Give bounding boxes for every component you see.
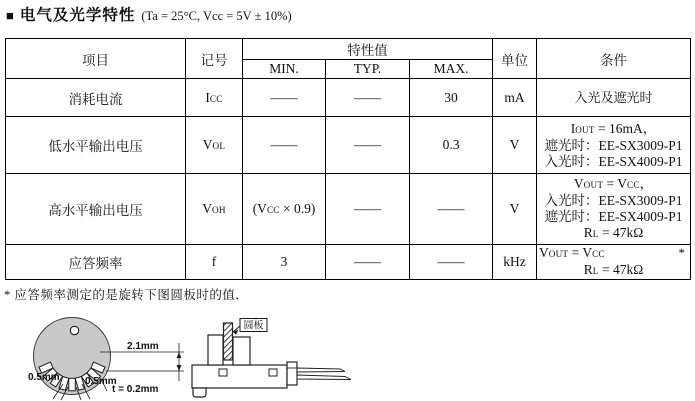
col-header-item: 项目 xyxy=(6,39,186,79)
cell-typ: —— xyxy=(326,79,410,117)
subscript: CC xyxy=(627,180,640,190)
cell-max: —— xyxy=(410,245,493,280)
subscript: OUT xyxy=(583,180,604,190)
col-header-min: MIN. xyxy=(243,60,326,79)
dimension-label-height: 2.1mm xyxy=(127,341,159,352)
encoder-disc-diagram xyxy=(28,318,184,401)
footnote: * 应答频率测定的是旋转下图圆板时的值． xyxy=(4,288,249,302)
cell-unit: kHz xyxy=(493,245,537,280)
subscript: CC xyxy=(266,205,280,215)
cell-typ: —— xyxy=(326,174,410,245)
cell-condition: IOUT = 16mA， 遮光时：EE-SX3009-P1 入光时：EE-SX4009-P1 xyxy=(537,117,691,174)
cell-max: 0.3 xyxy=(410,117,493,174)
subscript: OL xyxy=(212,141,226,151)
disc-callout xyxy=(233,319,267,335)
sensor-terminal-mark xyxy=(269,369,277,376)
cell-min: —— xyxy=(243,79,326,117)
cell-unit: mA xyxy=(493,79,537,117)
page-title xyxy=(6,3,292,25)
subscript: OUT xyxy=(548,249,569,259)
table-row xyxy=(6,245,691,280)
subscript: OUT xyxy=(575,124,595,135)
sensor-wire xyxy=(297,368,345,372)
photomicrosensor-diagram xyxy=(192,323,351,397)
col-header-unit: 单位 xyxy=(493,39,537,79)
col-header-symbol: 记号 xyxy=(186,39,243,79)
cell-condition: VOUT = VCC * RL = 47kΩ xyxy=(537,245,691,280)
measurement-diagram xyxy=(12,306,368,401)
disc-callout-label: 圆板 xyxy=(243,320,264,332)
cell-symbol: VOL xyxy=(186,117,243,174)
col-header-condition: 条件 xyxy=(537,39,691,79)
subscript: CC xyxy=(592,249,605,259)
cell-condition: VOUT = VCC， 入光时：EE-SX3009-P1 遮光时：EE-SX4009-P1 RL = 47kΩ xyxy=(537,174,691,245)
sensor-connector xyxy=(287,362,297,385)
sensor-wire xyxy=(297,375,351,380)
cell-item: 高水平输出电压 xyxy=(6,174,186,245)
cell-symbol: ICC xyxy=(186,79,243,117)
disc-center-hole xyxy=(70,326,78,334)
cell-min: 3 xyxy=(243,245,326,280)
subscript: L xyxy=(592,229,599,239)
col-header-typ: TYP. xyxy=(326,60,410,79)
cell-unit: V xyxy=(493,117,537,174)
characteristics-table xyxy=(5,38,691,280)
cell-item: 应答频率 xyxy=(6,245,186,280)
cell-item: 消耗电流 xyxy=(6,79,186,117)
subscript: OH xyxy=(212,205,226,215)
cell-symbol: f xyxy=(186,245,243,280)
title-test-conditions: (Ta = 25°C, Vcc = 5V ± 10%) xyxy=(141,9,292,23)
footnote-reference-mark: * xyxy=(678,245,686,260)
dimension-arrow-down-icon xyxy=(177,365,182,371)
cell-condition: 入光及遮光时 xyxy=(537,79,691,117)
col-header-max: MAX. xyxy=(410,60,493,79)
cell-symbol: VOH xyxy=(186,174,243,245)
rotating-disc-strip xyxy=(224,323,233,360)
disc-slot xyxy=(69,378,76,391)
subscript: CC xyxy=(209,93,223,104)
sensor-mounting-foot xyxy=(193,388,206,397)
cell-min: —— xyxy=(243,117,326,174)
dimension-label-slot-left: 0.5mm xyxy=(28,372,60,383)
table-row xyxy=(6,79,691,117)
table-row xyxy=(6,117,691,174)
title-text: 电气及光学特性 xyxy=(19,7,136,24)
sensor-emitter-tower xyxy=(208,335,223,365)
cell-typ: —— xyxy=(326,245,410,280)
dimension-label-slot-center: 0.5mm xyxy=(85,376,117,387)
cell-unit: V xyxy=(493,174,537,245)
cell-typ: —— xyxy=(326,117,410,174)
cell-min: (VCC × 0.9) xyxy=(243,174,326,245)
col-header-value-group: 特性值 xyxy=(243,39,493,60)
dimension-label-thickness: t = 0.2mm xyxy=(112,384,159,395)
sensor-terminal-mark xyxy=(219,369,227,376)
cell-max: —— xyxy=(410,174,493,245)
cell-max: 30 xyxy=(410,79,493,117)
title-square-bullet-icon: ■ xyxy=(6,8,14,23)
table-row xyxy=(6,174,691,245)
dimension-arrow-up-icon xyxy=(177,352,182,358)
subscript: L xyxy=(592,266,599,276)
sensor-detector-tower xyxy=(233,337,250,365)
cell-item: 低水平输出电压 xyxy=(6,117,186,174)
